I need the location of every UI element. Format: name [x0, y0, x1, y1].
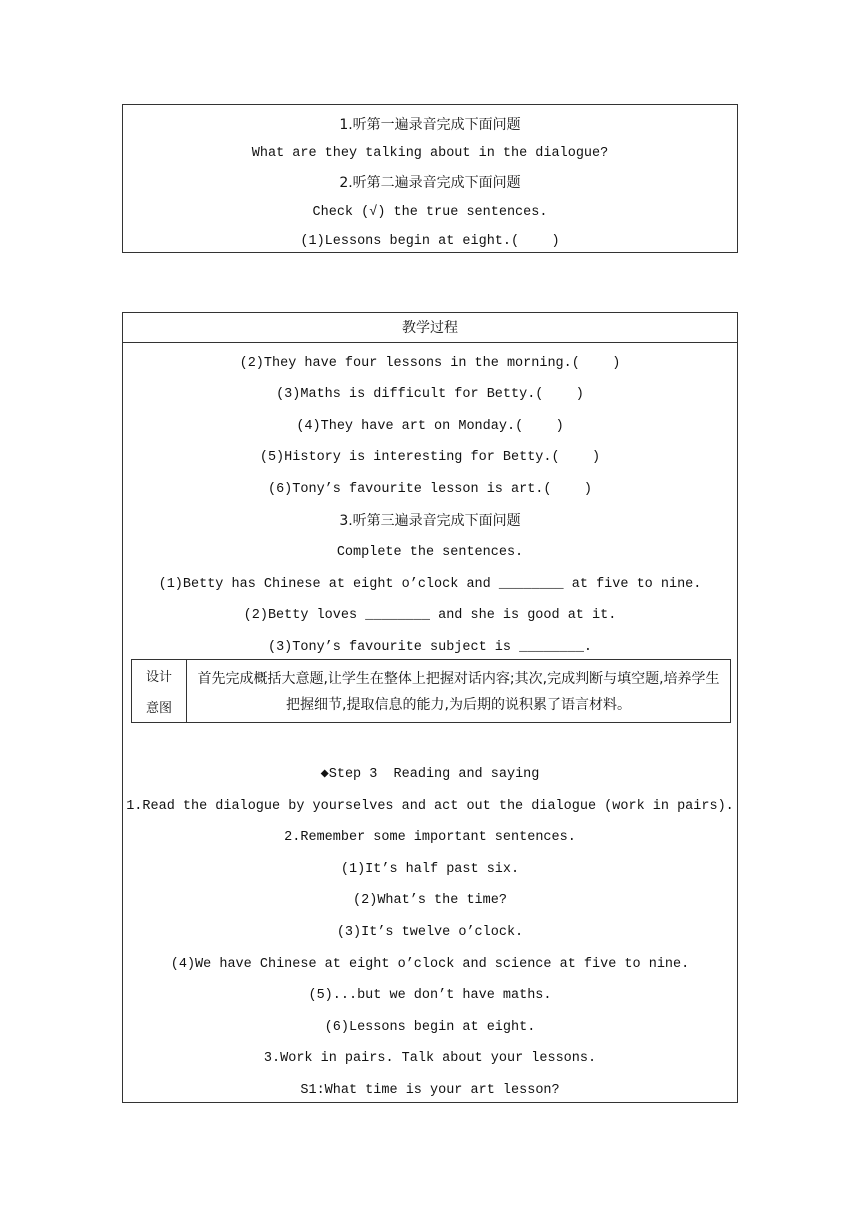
true-false-item-5: (5)History is interesting for Betty.( ): [259, 450, 601, 465]
design-intent-table: [131, 659, 731, 723]
fill-blank-item-1: (1)Betty has Chinese at eight o’clock and ________ at five to nine.: [158, 577, 702, 592]
task-1-question: What are they talking about in the dialogue?: [251, 146, 609, 161]
key-sentence-3: (3)It’s twelve o’clock.: [336, 925, 524, 940]
fill-blank-item-3: (3)Tony’s favourite subject is ________.: [267, 640, 593, 655]
key-sentence-2: (2)What’s the time?: [353, 893, 507, 908]
teaching-process-box: [122, 312, 738, 1103]
dialogue-line-s1: S1:What time is your art lesson?: [300, 1083, 560, 1098]
task-2-instruction: Check (√) the true sentences.: [312, 205, 548, 220]
key-sentence-5: (5)...but we don’t have maths.: [308, 988, 552, 1003]
fill-blank-item-2: (2)Betty loves ________ and she is good at it.: [243, 608, 617, 623]
true-false-item-2: (2)They have four lessons in the morning.( ): [239, 356, 621, 371]
reading-task-2: 2.Remember some important sentences.: [284, 830, 576, 845]
task-3-instruction: Complete the sentences.: [336, 545, 524, 560]
teaching-process-header: 教学过程: [123, 313, 737, 343]
listening-tasks-box: [122, 104, 738, 253]
true-false-item-3: (3)Maths is difficult for Betty.( ): [276, 387, 584, 402]
design-intent-content: 首先完成概括大意题,让学生在整体上把握对话内容;其次,完成判断与填空题,培养学生把握细节,提取信息的能力,为后期的说积累了语言材料。: [197, 671, 720, 713]
task-2-heading: 2.听第二遍录音完成下面问题: [339, 175, 521, 191]
key-sentence-4: (4)We have Chinese at eight o’clock and science at five to nine.: [170, 957, 690, 972]
key-sentence-1: (1)It’s half past six.: [340, 862, 520, 877]
reading-task-3: 3.Work in pairs. Talk about your lessons.: [263, 1051, 597, 1066]
true-false-item-1: (1)Lessons begin at eight.( ): [300, 234, 560, 249]
task-1-heading: 1.听第一遍录音完成下面问题: [339, 117, 521, 133]
task-3-heading: 3.听第三遍录音完成下面问题: [339, 513, 521, 529]
design-label-line-1: 设计: [145, 670, 172, 685]
step-3-heading: ◆Step 3 Reading and saying: [320, 767, 540, 782]
key-sentence-6: (6)Lessons begin at eight.: [324, 1020, 536, 1035]
design-label-line-2: 意图: [145, 701, 172, 716]
true-false-item-4: (4)They have art on Monday.( ): [296, 419, 564, 434]
true-false-item-6: (6)Tony’s favourite lesson is art.( ): [267, 482, 593, 497]
reading-task-1: 1.Read the dialogue by yourselves and act out the dialogue (work in pairs).: [126, 799, 734, 814]
design-intent-label: [132, 660, 187, 722]
